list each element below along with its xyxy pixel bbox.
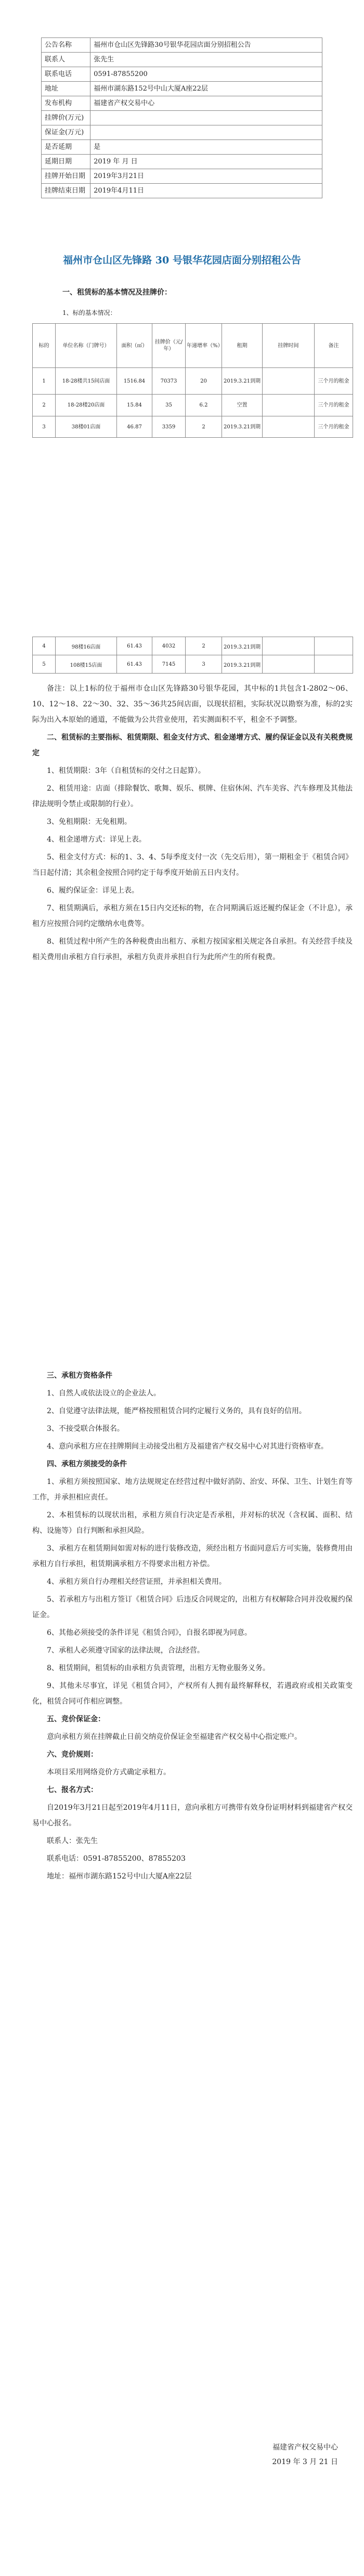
table-cell: 1 xyxy=(33,368,56,395)
meta-row xyxy=(42,125,322,140)
table-cell: 6.2 xyxy=(186,395,222,416)
section4-list xyxy=(32,1474,353,1709)
table-cell: 2 xyxy=(186,416,222,438)
section2-item: 7、租赁期满后，承租方须在15日内交还标的物，在合同期满后返还履约保证金（不计息），承租方应按照合同约定缴纳水电费等。 xyxy=(32,904,353,928)
table-cell: 4 xyxy=(33,637,56,655)
contact-address: 地址：福州市湖东路152号中山大厦A座22层 xyxy=(47,1872,192,1881)
table-row xyxy=(33,395,353,416)
section2-item: 2、租赁用途：店面（排除餐饮、歌舞、娱乐、棋牌、住宿休闲、汽车美容、汽车修理及其他法律法规明令禁止或限制的行业）。 xyxy=(32,784,353,808)
table-cell: 3359 xyxy=(152,416,186,438)
table-cell: 空置 xyxy=(222,395,263,416)
section4-item: 5、若承租方与出租方签订《租赁合同》后违反合同规定的，出租方有权解除合同并没收履约保证金。 xyxy=(32,1595,353,1619)
table-cell: 2 xyxy=(33,395,56,416)
section2-list xyxy=(32,763,353,965)
table-row xyxy=(33,416,353,438)
meta-label: 地址 xyxy=(42,82,90,96)
section4-item: 2、本租赁标的以现状出租，承租方须自行决定是否承租，并对标的状况（含权属、面积、结构、设施等）自行判断和承担风险。 xyxy=(32,1511,353,1535)
meta-row xyxy=(42,53,322,67)
section5-heading: 五、竞价保证金： xyxy=(47,1715,105,1723)
section4-item: 9、其他未尽事宜，详见《租赁合同》，产权所有人拥有最终解释权，若遇政府或相关政策变化，租赁合同可作相应调整。 xyxy=(32,1682,353,1706)
section5-text: 意向承租方须在挂牌截止日前交纳竞价保证金至福建省产权交易中心指定账户。 xyxy=(47,1733,302,1741)
table-cell xyxy=(263,368,315,395)
section4-item: 1、承租方须按照国家、地方法规规定在经营过程中做好消防、治安、环保、卫生、计划生育等工作，并承担相应责任。 xyxy=(32,1478,353,1502)
meta-value: 2019 年 月 日 xyxy=(90,155,322,169)
section1-subheading: 1、标的基本情况： xyxy=(62,309,116,316)
section7-text: 自2019年3月21日起至2019年4月11日，意向承租方可携带有效身份证明材料到福建省产权交易中心报名。 xyxy=(32,1804,353,1828)
rental-units-table-continued xyxy=(32,637,353,674)
table-cell: 18-28楼20店面 xyxy=(56,395,117,416)
meta-row xyxy=(42,67,322,82)
sign-date: 2019 年 3 月 21 日 xyxy=(272,2458,338,2466)
table-header-row xyxy=(33,324,353,368)
contact-person: 联系人：张先生 xyxy=(47,1837,98,1845)
section4-item: 6、其他必须接受的条件详见《租赁合同》，自报名即视为同意。 xyxy=(47,1629,252,1637)
section3-item: 4、意向承租方应在挂牌期间主动接受出租方及福建省产权交易中心对其进行资格审查。 xyxy=(47,1442,328,1451)
table-cell xyxy=(315,655,353,674)
table-cell: 4032 xyxy=(152,637,186,655)
meta-value: 福建省产权交易中心 xyxy=(90,96,322,111)
meta-row xyxy=(42,111,322,125)
section1-heading: 一、租赁标的基本情况及挂牌价： xyxy=(62,288,172,297)
meta-value: 福州市仓山区先锋路30号银华花园店面分别招租公告 xyxy=(90,38,322,53)
contact-phone: 联系电话：0591-87855200、87855203 xyxy=(47,1855,186,1863)
table-cell: 61.43 xyxy=(117,637,152,655)
meta-label: 挂牌结束日期 xyxy=(42,184,90,198)
meta-label: 联系电话 xyxy=(42,67,90,82)
column-header: 挂牌价（元/年） xyxy=(152,324,186,368)
section4-heading: 四、承租方须接受的条件 xyxy=(47,1460,127,1468)
section6-heading: 六、竞价规则： xyxy=(47,1750,98,1759)
table-cell xyxy=(315,637,353,655)
column-header: 挂牌时间 xyxy=(263,324,315,368)
section3-heading: 三、承租方资格条件 xyxy=(47,1372,112,1380)
table-cell xyxy=(263,416,315,438)
announcement-body-continued xyxy=(32,1368,353,1886)
table-cell: 三个月的租金 xyxy=(315,416,353,438)
meta-value: 福州市湖东路152号中山大厦A座22层 xyxy=(90,82,322,96)
table-cell: 7145 xyxy=(152,655,186,674)
table-cell: 3 xyxy=(186,655,222,674)
table-cell: 5 xyxy=(33,655,56,674)
meta-label: 是否延期 xyxy=(42,140,90,155)
section2-item: 1、租赁期限：3年（自租赁标的交付之日起算）。 xyxy=(47,767,205,775)
table-cell: 38楼01店面 xyxy=(56,416,117,438)
section4-item: 3、承租方在租赁期间如需对标的进行装修改造，须经出租方书面同意后方可实施，装修费用由承租方自行承担，租赁期满承租方不得要求出租方补偿。 xyxy=(32,1544,353,1568)
meta-row xyxy=(42,140,322,155)
meta-value: 2019年3月21日 xyxy=(90,169,322,184)
table-cell: 15.84 xyxy=(117,395,152,416)
meta-label: 发布机构 xyxy=(42,96,90,111)
table-cell: 三个月的租金 xyxy=(315,395,353,416)
column-header: 租期 xyxy=(222,324,263,368)
meta-label: 挂牌价(万元) xyxy=(42,111,90,125)
column-header: 面积（㎡） xyxy=(117,324,152,368)
section3-item: 1、自然人或依法设立的企业法人。 xyxy=(47,1389,161,1398)
meta-row xyxy=(42,38,322,53)
section2-item: 5、租金支付方式：标的1、3、4、5每季度支付一次（先交后用），第一期租金于《租赁合同》当日起付清；其余租金按照合同约定于每季度开始前五日内支付。 xyxy=(32,853,353,877)
table-row xyxy=(33,368,353,395)
section1-note: 备注：以上1标的位于福州市仓山区先锋路30号银华花园，其中标的1共包含1-2802～06、10、12～18、22～30、32、35～36共25间店面，以现状招租，实际状况以勘察为准，标的2实际为出入本原始的通道，不能做为公共营业使用，若实测面积不平，租金不予调整。 xyxy=(32,684,353,724)
meta-value: 是 xyxy=(90,140,322,155)
table-cell: 18-28楼共15间店面 xyxy=(56,368,117,395)
table-cell: 1516.84 xyxy=(117,368,152,395)
section4-item: 4、承租方须自行办理相关经营证照，并承担相关费用。 xyxy=(47,1578,226,1586)
column-header: 年递增率（%） xyxy=(186,324,222,368)
column-header: 备注 xyxy=(315,324,353,368)
table-cell: 98楼16店面 xyxy=(56,637,117,655)
section4-item: 8、租赁期间，租赁标的由承租方负责管理，出租方无物业服务义务。 xyxy=(47,1664,270,1672)
table-row xyxy=(33,655,353,674)
meta-value: 2019年4月11日 xyxy=(90,184,322,198)
section2-item: 6、履约保证金：详见上表。 xyxy=(47,886,139,895)
column-header: 单位名称（门牌号） xyxy=(56,324,117,368)
meta-value xyxy=(90,111,322,125)
meta-row xyxy=(42,155,322,169)
meta-row xyxy=(42,96,322,111)
rental-units-table xyxy=(32,323,353,438)
section2-item: 8、租赁过程中所产生的各种税费由出租方、承租方按国家相关规定各自承担。有关经营手续及相关费用由承租方自行承担，承租方负责并承担自行为此所产生的所有税费。 xyxy=(32,937,353,961)
meta-label: 联系人 xyxy=(42,53,90,67)
section6-text: 本项目采用网络竞价方式确定承租方。 xyxy=(47,1768,171,1776)
table-cell: 70373 xyxy=(152,368,186,395)
table-cell: 2019.3.21到期 xyxy=(222,655,263,674)
table-cell: 2019.3.21到期 xyxy=(222,416,263,438)
meta-row xyxy=(42,169,322,184)
table-row xyxy=(33,637,353,655)
meta-value: 0591-87855200 xyxy=(90,67,322,82)
table-cell: 35 xyxy=(152,395,186,416)
table-cell: 2019.3.21到期 xyxy=(222,368,263,395)
table-cell: 46.87 xyxy=(117,416,152,438)
section3-item: 3、不接受联合体报名。 xyxy=(47,1425,124,1433)
section7-heading: 七、报名方式： xyxy=(47,1786,98,1794)
section2-item: 3、免租期限：无免租期。 xyxy=(47,818,132,826)
announcement-title: 福州市仓山区先锋路 30 号银华花园店面分别招租公告 xyxy=(63,255,301,266)
table-cell xyxy=(263,655,315,674)
table-cell xyxy=(263,395,315,416)
signer-org: 福建省产权交易中心 xyxy=(272,2443,338,2452)
table-cell: 3 xyxy=(33,416,56,438)
meta-label: 公告名称 xyxy=(42,38,90,53)
table-cell: 61.43 xyxy=(117,655,152,674)
column-header: 标的 xyxy=(33,324,56,368)
meta-label: 保证金(万元) xyxy=(42,125,90,140)
section3-item: 2、自觉遵守法律法规，能严格按照租赁合同约定履行义务的，具有良好的信用。 xyxy=(47,1407,306,1415)
meta-label: 挂牌开始日期 xyxy=(42,169,90,184)
table-cell: 20 xyxy=(186,368,222,395)
meta-value xyxy=(90,125,322,140)
announcement-meta-table xyxy=(41,37,322,198)
table-cell: 三个月的租金 xyxy=(315,368,353,395)
table-cell: 2 xyxy=(186,637,222,655)
meta-label: 延期日期 xyxy=(42,155,90,169)
meta-row xyxy=(42,82,322,96)
meta-value: 张先生 xyxy=(90,53,322,67)
table-cell: 108楼15店面 xyxy=(56,655,117,674)
table-cell xyxy=(263,637,315,655)
meta-row xyxy=(42,184,322,198)
announcement-body xyxy=(32,681,353,967)
table-cell: 2019.3.21到期 xyxy=(222,637,263,655)
section2-heading: 二、租赁标的主要指标、租赁期限、租金支付方式、租金递增方式、履约保证金以及有关税费规定 xyxy=(32,733,353,757)
section2-item: 4、租金递增方式：详见上表。 xyxy=(47,835,146,844)
section4-item: 7、承租人必须遵守国家的法律法规，合法经营。 xyxy=(47,1646,204,1655)
section3-list xyxy=(32,1386,353,1454)
